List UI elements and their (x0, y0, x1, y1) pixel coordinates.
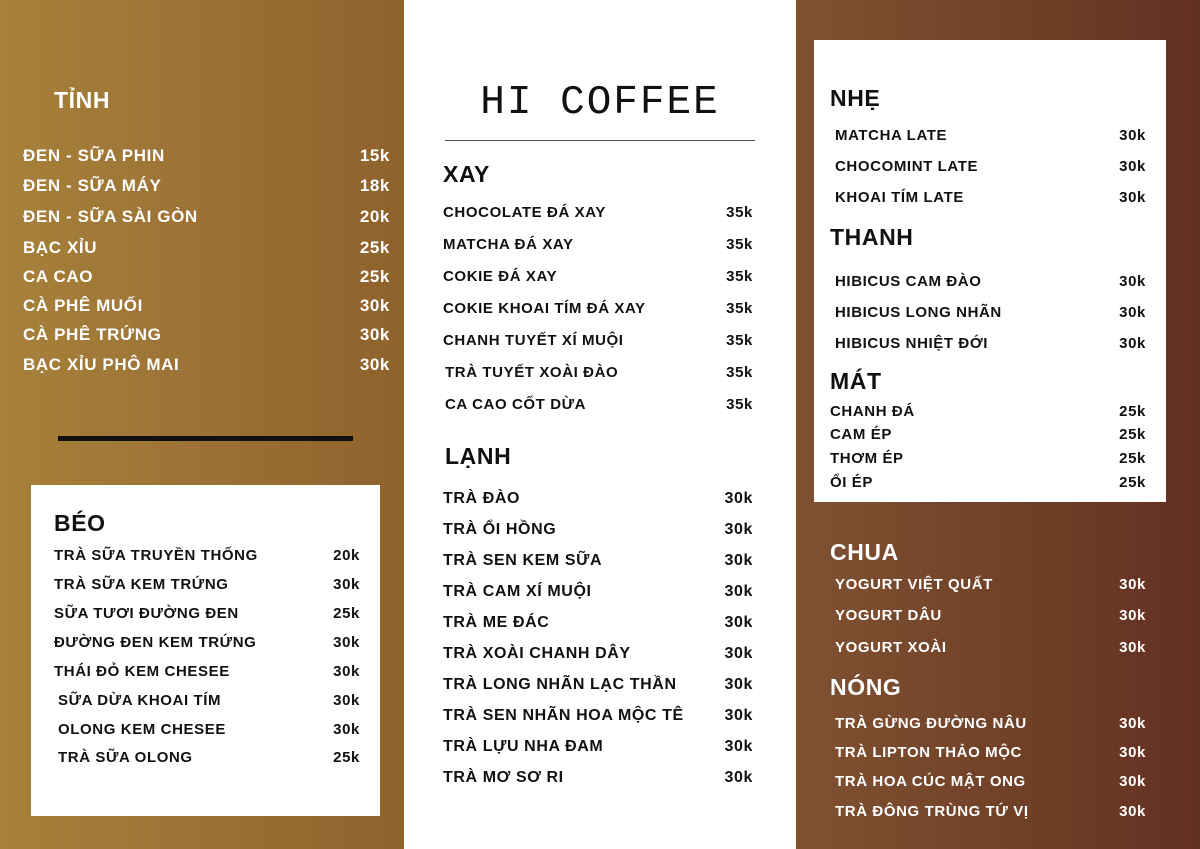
item-price: 35k (726, 364, 753, 381)
item-name: CHANH ĐÁ (830, 403, 915, 420)
item-price: 20k (333, 547, 360, 564)
item-price: 35k (726, 204, 753, 221)
left-panel (0, 0, 404, 849)
item-name: OLONG KEM CHESEE (58, 721, 226, 738)
item-name: CÀ PHÊ TRỨNG (23, 325, 162, 344)
menu-item (443, 204, 753, 221)
section-title-thanh: THANH (830, 224, 914, 250)
menu-item (23, 296, 390, 316)
menu-item (835, 576, 1146, 593)
section-title-xay: XAY (443, 161, 490, 187)
right-panel (796, 0, 1200, 849)
item-name: TRÀ SỮA TRUYỀN THỐNG (54, 547, 258, 564)
center-panel (404, 0, 796, 849)
menu-item (443, 300, 753, 317)
menu-item (830, 474, 1146, 491)
item-price: 30k (333, 721, 360, 738)
item-name: CA CAO (23, 267, 94, 286)
item-price: 30k (724, 521, 753, 538)
menu-item (443, 738, 753, 756)
section-title-chua: CHUA (830, 539, 899, 565)
item-price: 35k (726, 332, 753, 349)
item-price: 25k (359, 238, 390, 257)
menu-item (835, 189, 1146, 206)
item-price: 25k (1119, 426, 1146, 443)
item-price: 30k (333, 634, 360, 651)
item-price: 30k (1119, 715, 1146, 732)
section-title-mat: MÁT (830, 368, 882, 394)
item-price: 25k (359, 267, 390, 286)
item-name: TRÀ ĐÀO (443, 490, 521, 507)
section-title-tinh: TỈNH (54, 87, 111, 113)
menu-item (23, 238, 390, 258)
item-name: YOGURT VIỆT QUẤT (835, 576, 993, 593)
item-name: TRÀ ĐÔNG TRÙNG TỨ VỊ (835, 803, 1029, 820)
item-name: TRÀ ME ĐÁC (443, 614, 550, 631)
item-price: 30k (359, 296, 390, 315)
item-price: 15k (359, 146, 390, 165)
section-title-nhe: NHẸ (830, 85, 881, 111)
menu-item (54, 663, 360, 680)
menu-item (443, 676, 753, 694)
item-name: CHANH TUYẾT XÍ MUỘI (443, 332, 624, 349)
item-price: 30k (359, 325, 390, 344)
item-price: 30k (724, 707, 753, 724)
item-price: 30k (359, 355, 390, 374)
menu-item (443, 332, 753, 349)
menu-item (443, 645, 753, 663)
item-name: TRÀ LỰU NHA ĐAM (443, 738, 604, 755)
item-name: HIBICUS CAM ĐÀO (835, 273, 982, 290)
item-price: 30k (1119, 304, 1146, 321)
item-price: 30k (724, 490, 753, 507)
menu-item (443, 614, 753, 632)
item-name: TRÀ SỮA OLONG (58, 749, 193, 766)
menu-item (443, 583, 753, 601)
item-price: 30k (1119, 773, 1146, 790)
divider (58, 436, 353, 441)
item-price: 30k (1119, 189, 1146, 206)
item-price: 30k (333, 692, 360, 709)
menu-item (835, 127, 1146, 144)
item-price: 30k (1119, 158, 1146, 175)
menu-item (835, 304, 1146, 321)
item-name: CHOCOLATE ĐÁ XAY (443, 204, 606, 221)
item-name: COKIE ĐÁ XAY (443, 268, 558, 285)
item-name: TRÀ MƠ SƠ RI (443, 769, 564, 786)
item-name: THÁI ĐỎ KEM CHESEE (54, 663, 230, 680)
item-name: TRÀ GỪNG ĐƯỜNG NÂU (835, 715, 1027, 732)
menu-item (443, 521, 753, 539)
beo-card (31, 485, 380, 816)
item-price: 25k (1119, 450, 1146, 467)
item-name: ĐEN - SỮA PHIN (23, 146, 165, 165)
item-price: 30k (333, 576, 360, 593)
menu-item (835, 639, 1146, 656)
item-price: 30k (724, 645, 753, 662)
item-name: YOGURT XOÀI (835, 639, 947, 656)
item-name: TRÀ SEN KEM SỮA (443, 552, 603, 569)
menu-item (835, 273, 1146, 290)
item-name: CA CAO CỐT DỪA (445, 396, 587, 413)
item-price: 30k (724, 552, 753, 569)
item-price: 30k (1119, 335, 1146, 352)
item-price: 30k (333, 663, 360, 680)
item-price: 25k (1119, 474, 1146, 491)
item-name: COKIE KHOAI TÍM ĐÁ XAY (443, 300, 646, 317)
menu-item (54, 605, 360, 622)
item-name: HIBICUS NHIỆT ĐỚI (835, 335, 989, 352)
menu-item (830, 450, 1146, 467)
right-top-card (814, 40, 1166, 502)
item-price: 30k (1119, 803, 1146, 820)
item-name: TRÀ LIPTON THẢO MỘC (835, 744, 1022, 761)
menu-item (23, 267, 390, 287)
section-title-nong: NÓNG (830, 674, 902, 700)
menu-item (54, 749, 360, 766)
item-name: ĐEN - SỮA SÀI GÒN (23, 207, 198, 226)
menu-item (835, 607, 1146, 624)
menu-item (830, 426, 1146, 443)
item-name: TRÀ SỮA KEM TRỨNG (54, 576, 229, 593)
item-name: TRÀ SEN NHÃN HOA MỘC TÊ (443, 707, 684, 724)
item-price: 18k (359, 176, 390, 195)
menu-item (54, 692, 360, 709)
item-price: 30k (1119, 127, 1146, 144)
item-name: TRÀ CAM XÍ MUỘI (443, 583, 592, 600)
item-price: 30k (724, 738, 753, 755)
item-price: 30k (1119, 607, 1146, 624)
menu-item (443, 268, 753, 285)
item-name: ĐƯỜNG ĐEN KEM TRỨNG (54, 634, 257, 651)
item-price: 35k (726, 268, 753, 285)
item-name: CAM ÉP (830, 426, 892, 443)
title-underline (445, 140, 755, 141)
item-name: TRÀ HOA CÚC MẬT ONG (835, 773, 1026, 790)
section-title-lanh: LẠNH (445, 443, 512, 469)
item-name: BẠC XỈU PHÔ MAI (23, 355, 180, 374)
menu-item (54, 547, 360, 564)
item-name: ĐEN - SỮA MÁY (23, 176, 162, 195)
item-name: MATCHA LATE (835, 127, 948, 144)
item-name: SỮA DỪA KHOAI TÍM (58, 692, 222, 709)
menu-item (23, 176, 390, 196)
menu-item (443, 236, 753, 253)
menu-item (23, 355, 390, 375)
item-price: 30k (1119, 273, 1146, 290)
item-name: TRÀ XOÀI CHANH DÂY (443, 645, 631, 662)
menu-item (835, 158, 1146, 175)
menu-item (835, 744, 1146, 761)
item-price: 25k (1119, 403, 1146, 420)
item-price: 30k (724, 583, 753, 600)
item-name: BẠC XỈU (23, 238, 98, 257)
item-name: KHOAI TÍM LATE (835, 189, 964, 206)
item-name: YOGURT DÂU (835, 607, 942, 624)
item-price: 30k (724, 614, 753, 631)
menu-item (835, 715, 1146, 732)
menu-item (23, 207, 390, 227)
item-price: 30k (1119, 744, 1146, 761)
item-price: 35k (726, 300, 753, 317)
menu-item (443, 490, 753, 508)
menu-item (443, 707, 753, 725)
menu-item (445, 364, 753, 381)
item-name: CÀ PHÊ MUỐI (23, 296, 143, 315)
item-price: 35k (726, 236, 753, 253)
item-price: 30k (1119, 639, 1146, 656)
item-name: SỮA TƯƠI ĐƯỜNG ĐEN (54, 605, 239, 622)
item-price: 30k (724, 769, 753, 786)
item-price: 30k (1119, 576, 1146, 593)
item-price: 30k (724, 676, 753, 693)
item-price: 25k (333, 749, 360, 766)
menu-item (54, 576, 360, 593)
section-title-beo: BÉO (54, 510, 106, 536)
menu-item (54, 721, 360, 738)
item-price: 35k (726, 396, 753, 413)
item-name: MATCHA ĐÁ XAY (443, 236, 574, 253)
item-name: TRÀ ỔI HỒNG (443, 521, 557, 538)
brand-title: HI COFFEE (480, 80, 720, 126)
menu-item (830, 403, 1146, 420)
menu-item (835, 335, 1146, 352)
item-name: HIBICUS LONG NHÃN (835, 304, 1002, 321)
menu-item (445, 396, 753, 413)
item-name: TRÀ TUYẾT XOÀI ĐÀO (445, 364, 619, 381)
item-price: 20k (359, 207, 390, 226)
item-name: CHOCOMINT LATE (835, 158, 979, 175)
item-name: TRÀ LONG NHÃN LẠC THẦN (443, 676, 677, 693)
menu-item (23, 325, 390, 345)
menu-item (443, 769, 753, 787)
item-name: THƠM ÉP (830, 450, 904, 467)
menu-item (23, 146, 390, 166)
item-price: 25k (333, 605, 360, 622)
menu-item (835, 803, 1146, 820)
menu-item (54, 634, 360, 651)
item-name: ỔI ÉP (830, 474, 874, 491)
menu-item (443, 552, 753, 570)
menu-item (835, 773, 1146, 790)
